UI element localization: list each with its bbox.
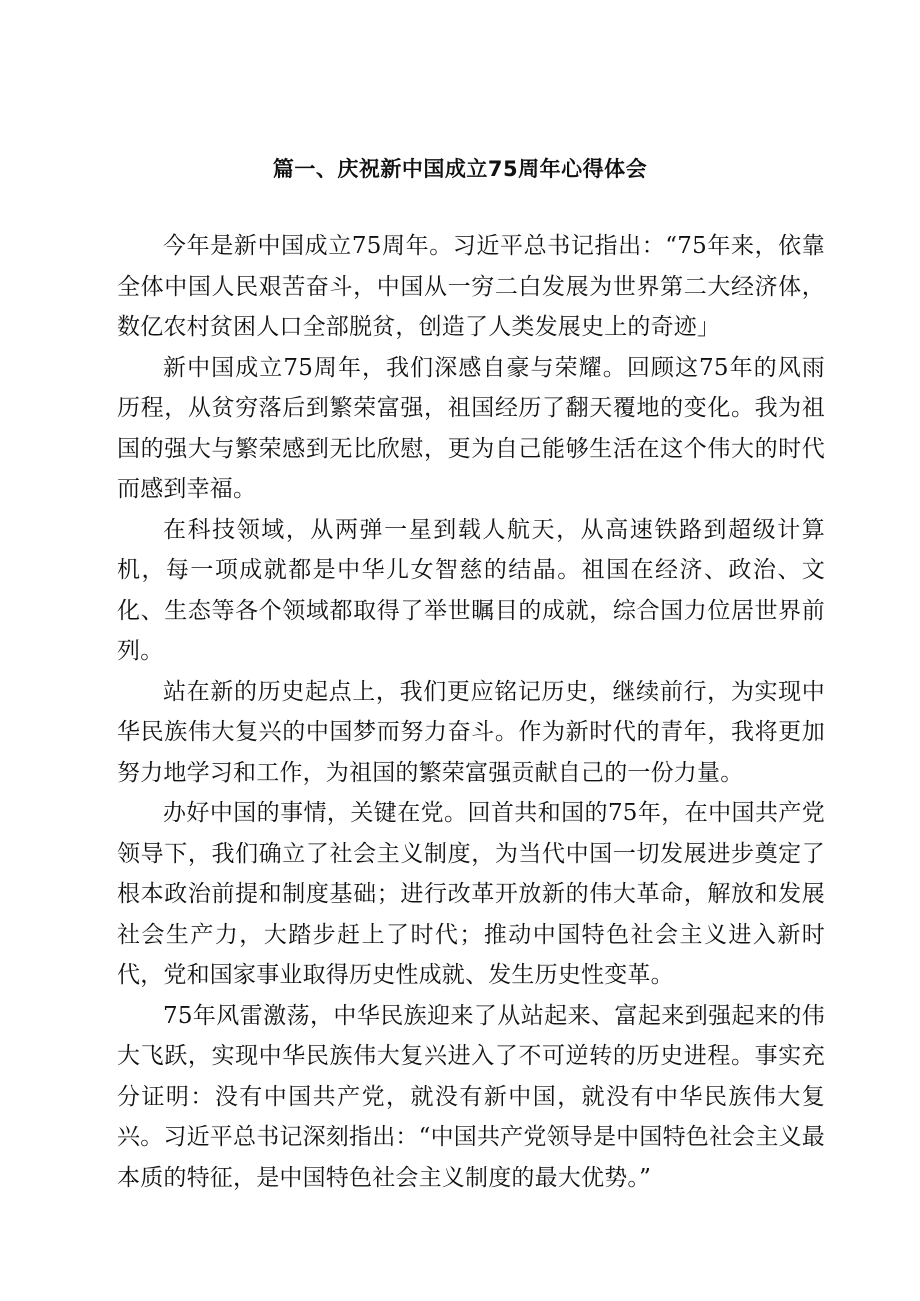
paragraph-6: 75年风雷激荡，中华民族迎来了从站起来、富起来到强起来的伟大飞跃，实现中华民族伟大复兴进入了不可逆转的历史进程。事实充分证明：没有中国共产党，就没有新中国，就没有中华民族伟大复兴。习近平总书记深刻指出：“中国共产党领导是中国特色社会主义最本质的特征，是中国特色社会主义制度的最大优势。” [117,1002,825,1191]
document-title: 篇一、庆祝新中国成立75周年心得体会 [272,157,648,182]
document-body [117,226,825,1198]
paragraph-4: 站在新的历史起点上，我们更应铭记历史，继续前行，为实现中华民族伟大复兴的中国梦而努力奋斗。作为新时代的青年，我将更加努力地学习和工作，为祖国的繁荣富强贡献自己的一份力量。 [117,678,825,786]
paragraph-3: 在科技领域，从两弹一星到载人航天，从高速铁路到超级计算机，每一项成就都是中华儿女智慈的结晶。祖国在经济、政治、文化、生态等各个领域都取得了举世瞩目的成就，综合国力位居世界前列。 [117,516,825,664]
paragraph-5: 办好中国的事情，关键在党。回首共和国的75年，在中国共产党领导下，我们确立了社会主义制度，为当代中国一切发展进步奠定了根本政治前提和制度基础；进行改革开放新的伟大革命，解放和发展社会生产力，大踏步赶上了时代；推动中国特色社会主义进入新时代，党和国家事业取得历史性成就、发生历史性变革。 [117,800,825,988]
paragraph-2: 新中国成立75周年，我们深感自豪与荣耀。回顾这75年的风雨历程，从贫穷落后到繁荣富强，祖国经历了翻天覆地的变化。我为祖国的强大与繁荣感到无比欣慰，更为自己能够生活在这个伟大的时代而感到幸福。 [117,354,825,502]
paragraph-1: 今年是新中国成立75周年。习近平总书记指出：“75年来，依靠全体中国人民艰苦奋斗，中国从一穷二白发展为世界第二大经济体，数亿农村贫困人口全部脱贫，创造了人类发展史上的奇迹」 [117,233,825,340]
